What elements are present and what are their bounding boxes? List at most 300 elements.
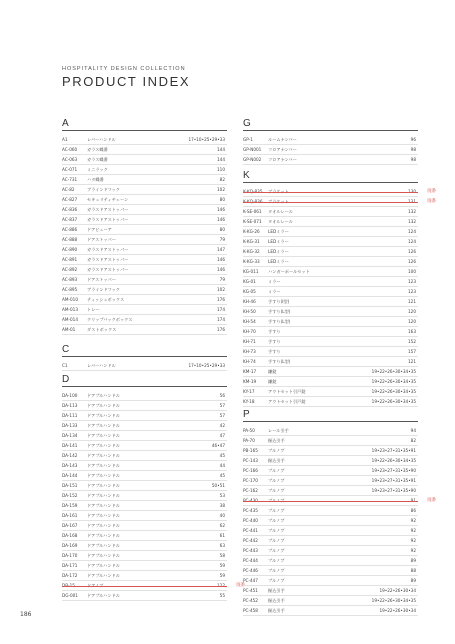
page-reference: 92 xyxy=(410,528,416,533)
product-code: K-KQ-835 xyxy=(243,189,263,194)
product-name: フロアナンバー xyxy=(268,147,297,152)
product-code: DA-169 xyxy=(62,543,78,548)
index-row xyxy=(243,337,418,347)
index-row xyxy=(243,556,418,566)
product-code: AC-836 xyxy=(62,207,78,212)
product-name: プルノブ xyxy=(268,548,285,553)
page-reference: 89 xyxy=(410,578,416,583)
index-row xyxy=(243,155,418,165)
page-reference: 19•22•26•30•34•35 xyxy=(371,379,416,384)
index-row xyxy=(62,531,227,541)
product-code: GP-N001 xyxy=(243,147,262,152)
index-row xyxy=(62,165,227,175)
product-code: K-KG-26 xyxy=(243,229,260,234)
product-name: 掘込引手 xyxy=(268,458,285,463)
product-code: DA-167 xyxy=(62,523,78,528)
product-code: KM-19 xyxy=(243,379,257,384)
page-reference: 123 xyxy=(408,279,416,284)
product-code: KH-46 xyxy=(243,299,256,304)
product-code: K-SE-061 xyxy=(243,209,262,214)
product-code: PC-435 xyxy=(243,508,258,513)
product-code: DA-172 xyxy=(62,573,78,578)
page-reference: 92 xyxy=(410,518,416,523)
index-row xyxy=(243,187,436,197)
product-name: プルノブ xyxy=(268,528,285,533)
page-reference: 146 xyxy=(217,217,225,222)
index-row xyxy=(62,315,227,325)
page-reference: 19•22•26•30•34 xyxy=(379,588,416,593)
index-row xyxy=(62,581,245,591)
product-code: GP-N002 xyxy=(243,157,262,162)
index-row xyxy=(62,325,227,335)
product-code: AC-060 xyxy=(62,147,78,152)
section-divider xyxy=(62,356,227,357)
product-code: PC-162 xyxy=(243,488,258,493)
product-code: AM-014 xyxy=(62,317,78,322)
product-code: KY-17 xyxy=(243,389,255,394)
page-reference: 19•22•26•30•34•35 xyxy=(371,598,416,603)
product-name: ドアプルハンドル xyxy=(87,403,120,408)
page-reference: 17•10•25•29•33 xyxy=(188,363,225,368)
product-name: プルノブ xyxy=(268,558,285,563)
product-name: ドアプルハンドル xyxy=(87,513,120,518)
page-reference: 102 xyxy=(217,187,225,192)
product-name: レール引手 xyxy=(268,428,289,433)
index-row xyxy=(62,215,227,225)
product-name: ドアプルハンドル xyxy=(87,563,120,568)
product-name: ドアノブ xyxy=(87,583,104,588)
product-name: フロアナンバー xyxy=(268,157,297,162)
product-name: 掘込引手 xyxy=(268,608,285,613)
product-name: ドアプルハンドル xyxy=(87,553,120,558)
index-section xyxy=(62,374,245,601)
index-row xyxy=(243,596,418,606)
product-name: 手すり xyxy=(268,349,281,354)
index-row xyxy=(243,367,418,377)
page-reference: 110 xyxy=(217,167,225,172)
page-reference: 62 xyxy=(219,523,225,528)
page-reference: 89 xyxy=(410,558,416,563)
page-reference: 131 xyxy=(408,199,416,204)
product-code: DA-143 xyxy=(62,463,78,468)
index-section xyxy=(62,118,227,335)
product-name: アウトセット引戸錠 xyxy=(268,389,306,394)
index-row xyxy=(243,377,418,387)
index-row xyxy=(243,257,418,267)
page-reference: 123 xyxy=(408,289,416,294)
page-reference: 86 xyxy=(410,508,416,513)
index-row xyxy=(62,245,227,255)
product-code: DA-111 xyxy=(62,413,78,418)
page-reference: 57 xyxy=(219,413,225,418)
product-code: KG-01 xyxy=(243,279,256,284)
product-name: トレー xyxy=(87,307,100,312)
product-name: 手すり(I型) xyxy=(268,299,290,304)
index-section xyxy=(243,409,436,616)
product-name: ミニラック xyxy=(87,167,108,172)
page-reference: 174 xyxy=(217,307,225,312)
index-row xyxy=(62,441,227,451)
product-name: 鎌錠 xyxy=(268,379,277,384)
section-letter: G xyxy=(243,118,251,129)
index-row xyxy=(62,275,227,285)
index-row xyxy=(62,491,227,501)
index-row xyxy=(62,361,227,371)
page-reference: 120 xyxy=(408,309,416,314)
page-reference: 121 xyxy=(408,299,416,304)
product-code: AC-895 xyxy=(62,287,78,292)
index-section xyxy=(243,118,418,165)
product-name: ドアプルハンドル xyxy=(87,413,120,418)
product-code: KH-73 xyxy=(243,349,256,354)
page-reference: 47 xyxy=(219,433,225,438)
product-code: PC-441 xyxy=(243,528,258,533)
product-code: PC-442 xyxy=(243,538,258,543)
product-name: ドアプルハンドル xyxy=(87,433,120,438)
index-row xyxy=(243,267,418,277)
index-row xyxy=(62,591,227,601)
product-name: ガラス蝶番 xyxy=(87,157,108,162)
product-code: K-KQ-836 xyxy=(243,199,263,204)
product-name: ドアプルハンドル xyxy=(87,503,120,508)
product-name: プルノブ xyxy=(268,538,285,543)
index-row xyxy=(243,347,418,357)
product-name: ハタ蝶番 xyxy=(87,177,104,182)
product-name: ドアピューア xyxy=(87,227,112,232)
product-code: AC-837 xyxy=(62,217,78,222)
product-code: DA-142 xyxy=(62,453,78,458)
index-row xyxy=(243,387,418,397)
product-name: プルノブ xyxy=(268,488,285,493)
product-code: DA-134 xyxy=(62,433,78,438)
page-reference: 46•47 xyxy=(211,443,225,448)
product-name: ドアプルハンドル xyxy=(87,453,120,458)
index-row xyxy=(243,247,418,257)
product-code: DA-168 xyxy=(62,533,78,538)
page-reference: 19•23•27•31•35•90 xyxy=(371,468,416,473)
page-reference: 50•51 xyxy=(211,483,225,488)
page-reference: 147 xyxy=(217,247,225,252)
product-code: KG-011 xyxy=(243,269,259,274)
product-name: ドアプルハンドル xyxy=(87,463,120,468)
product-code: PC-444 xyxy=(243,558,258,563)
product-name: ドアストッパー xyxy=(87,237,116,242)
product-name: ガラスドアストッパー xyxy=(87,217,129,222)
page-reference: 80 xyxy=(219,227,225,232)
product-name: ブラインドフック xyxy=(87,187,120,192)
page-reference: 144 xyxy=(217,147,225,152)
product-name: ガラスドアストッパー xyxy=(87,267,129,272)
page-reference: 19•22•26•30•34•35 xyxy=(371,458,416,463)
product-code: DA-144 xyxy=(62,473,78,478)
index-row xyxy=(243,466,418,476)
product-code: KH-71 xyxy=(243,339,256,344)
page-reference: 40 xyxy=(219,513,225,518)
page-reference: 126 xyxy=(408,259,416,264)
product-name: ドアプルハンドル xyxy=(87,443,120,448)
page-reference: 96 xyxy=(410,137,416,142)
page-reference: 57 xyxy=(219,403,225,408)
page-reference: 174 xyxy=(217,317,225,322)
page-reference: 59 xyxy=(219,563,225,568)
product-code: KH-74 xyxy=(243,359,256,364)
index-row xyxy=(62,175,227,185)
page-reference: 55 xyxy=(219,593,225,598)
product-code: AC-827 xyxy=(62,197,78,202)
index-column-left xyxy=(62,118,245,601)
product-name: ドアストッパー xyxy=(87,277,116,282)
index-row xyxy=(62,135,227,145)
index-row xyxy=(62,205,227,215)
index-row xyxy=(62,411,227,421)
index-row xyxy=(243,307,418,317)
section-letter: A xyxy=(62,118,69,129)
product-code: PC-447 xyxy=(243,578,258,583)
product-name: プルノブ xyxy=(268,568,285,573)
page-reference: 121 xyxy=(408,359,416,364)
page-reference: 79 xyxy=(219,277,225,282)
page-reference: 176 xyxy=(217,297,225,302)
index-row xyxy=(62,295,227,305)
index-row xyxy=(243,576,418,586)
product-code: PC-430 xyxy=(243,498,258,503)
index-row xyxy=(62,285,227,295)
index-row xyxy=(243,586,418,596)
page-reference: 146 xyxy=(217,207,225,212)
page-reference: 132 xyxy=(408,219,416,224)
product-code: PC-166 xyxy=(243,468,258,473)
index-row xyxy=(62,541,227,551)
index-row xyxy=(62,521,227,531)
product-name: ドアプルハンドル xyxy=(87,483,120,488)
product-code: AM-01 xyxy=(62,327,76,332)
product-code: PC-458 xyxy=(243,608,258,613)
page-reference: 61 xyxy=(219,533,225,538)
page-reference: 19•22•26•30•34•35 xyxy=(371,389,416,394)
index-row xyxy=(243,536,418,546)
page-reference: 102 xyxy=(217,287,225,292)
index-row xyxy=(62,401,227,411)
product-name: 手すり(L型) xyxy=(268,319,291,324)
product-code: DA-152 xyxy=(62,493,78,498)
product-name: ブラケット xyxy=(268,199,289,204)
product-code: PA-50 xyxy=(243,428,255,433)
index-column-right xyxy=(243,118,436,616)
product-code: PC-440 xyxy=(243,518,258,523)
page-reference: 91 xyxy=(410,498,416,503)
product-name: ハンガーポールセット xyxy=(268,269,310,274)
index-row xyxy=(62,155,227,165)
product-name: ドアプルハンドル xyxy=(87,593,120,598)
index-row xyxy=(243,287,418,297)
index-row xyxy=(62,265,227,275)
product-name: レバーハンドル xyxy=(87,137,116,142)
product-name: ドアプルハンドル xyxy=(87,533,120,538)
product-name: タオルレール xyxy=(268,209,293,214)
index-row xyxy=(243,436,418,446)
section-divider xyxy=(62,386,227,387)
product-code: KH-50 xyxy=(243,309,256,314)
product-name: LEDミラー xyxy=(268,259,289,264)
product-name: レバーハンドル xyxy=(87,363,116,368)
product-name: ルームナンバー xyxy=(268,137,297,142)
page-reference: 132 xyxy=(408,209,416,214)
product-name: 手すり(L型) xyxy=(268,359,291,364)
product-name: 掘込引手 xyxy=(268,438,285,443)
product-code: AC-892 xyxy=(62,267,78,272)
product-code: AC-063 xyxy=(62,157,78,162)
product-code: AC-890 xyxy=(62,247,78,252)
page-reference: 19•23•27•31•35•91 xyxy=(371,478,416,483)
index-row xyxy=(62,461,227,471)
discontinued-note: 廃番 xyxy=(236,583,245,588)
discontinued-note: 廃番 xyxy=(427,189,436,194)
index-row xyxy=(243,217,418,227)
product-name: 掘込引手 xyxy=(268,588,285,593)
index-row xyxy=(62,421,227,431)
index-row xyxy=(243,327,418,337)
index-row xyxy=(243,476,418,486)
index-row xyxy=(243,496,436,506)
page-reference: 19•23•27•31•35•91 xyxy=(371,448,416,453)
index-row xyxy=(243,486,418,496)
page-reference: 79 xyxy=(219,237,225,242)
page-reference: 19•22•26•30•34 xyxy=(379,608,416,613)
product-name: LEDミラー xyxy=(268,229,289,234)
section-letter: C xyxy=(62,344,70,355)
product-code: K-KG-32 xyxy=(243,249,260,254)
product-code: PC-170 xyxy=(243,478,258,483)
page-reference: 124 xyxy=(408,229,416,234)
index-row xyxy=(62,561,227,571)
index-row xyxy=(243,237,418,247)
index-section xyxy=(243,170,436,407)
product-name: プルノブ xyxy=(268,518,285,523)
page-reference: 157 xyxy=(408,349,416,354)
product-name: 手すり(L型) xyxy=(268,309,291,314)
product-code: PC-143 xyxy=(243,458,258,463)
section-letter: K xyxy=(243,170,250,181)
page-reference: 17•10•25•29•33 xyxy=(188,137,225,142)
page-reference: 122 xyxy=(217,583,225,588)
product-code: DG-001 xyxy=(62,593,78,598)
index-row xyxy=(62,195,227,205)
product-code: DA-159 xyxy=(62,503,78,508)
product-name: ドアプルハンドル xyxy=(87,493,120,498)
page-reference: 126 xyxy=(408,249,416,254)
page-reference: 38 xyxy=(219,503,225,508)
page-reference: 88 xyxy=(410,568,416,573)
product-name: プルノブ xyxy=(268,468,285,473)
product-name: プルノブ xyxy=(268,478,285,483)
section-letter: D xyxy=(62,374,70,385)
index-row xyxy=(62,571,227,581)
page-reference: 58 xyxy=(219,553,225,558)
discontinued-note: 廃番 xyxy=(427,498,436,503)
page-reference: 44 xyxy=(219,463,225,468)
page-reference: 82 xyxy=(410,438,416,443)
page-reference: 100 xyxy=(408,269,416,274)
product-name: 掘込引手 xyxy=(268,598,285,603)
product-name: ガラス蝶番 xyxy=(87,147,108,152)
product-name: 手すり xyxy=(268,329,281,334)
index-row xyxy=(62,431,227,441)
product-code: AM-013 xyxy=(62,307,78,312)
product-code: KH-54 xyxy=(243,319,256,324)
page-reference: 19•22•26•30•34•35 xyxy=(371,369,416,374)
product-name: アウトセット引戸錠 xyxy=(268,399,306,404)
index-row xyxy=(62,145,227,155)
index-row xyxy=(243,446,418,456)
page-reference: 176 xyxy=(217,327,225,332)
section-divider xyxy=(243,130,418,131)
product-code: K-KG-33 xyxy=(243,259,260,264)
section-divider xyxy=(243,182,418,183)
product-code: AC-82 xyxy=(62,187,75,192)
discontinued-note: 廃番 xyxy=(427,199,436,204)
product-name: ドアプルハンドル xyxy=(87,523,120,528)
product-code: PA-70 xyxy=(243,438,255,443)
page-reference: 56 xyxy=(219,393,225,398)
product-code: DA-151 xyxy=(62,483,78,488)
page-reference: 144 xyxy=(217,157,225,162)
header-subtitle: HOSPITALITY DESIGN COLLECTION xyxy=(62,66,186,72)
product-code: KG-05 xyxy=(243,289,256,294)
index-row xyxy=(62,501,227,511)
product-code: AC-891 xyxy=(62,257,78,262)
product-name: ガラスドアストッパー xyxy=(87,247,129,252)
product-name: ドアプルハンドル xyxy=(87,423,120,428)
product-code: AC-888 xyxy=(62,237,78,242)
index-row xyxy=(243,197,436,207)
page-reference: 163 xyxy=(408,329,416,334)
product-code: K-KG-31 xyxy=(243,239,260,244)
index-section xyxy=(62,344,227,371)
product-name: ミラー xyxy=(268,279,281,284)
product-name: ミラー xyxy=(268,289,281,294)
product-name: 手すり xyxy=(268,339,281,344)
page-number: 186 xyxy=(20,611,32,618)
product-name: ドアプルハンドル xyxy=(87,543,120,548)
product-name: クリップバックボックス xyxy=(87,317,133,322)
page-reference: 146 xyxy=(217,267,225,272)
index-row xyxy=(243,227,418,237)
product-name: ガラスドアストッパー xyxy=(87,207,129,212)
product-code: PC-451 xyxy=(243,588,258,593)
index-row xyxy=(62,551,227,561)
index-row xyxy=(62,511,227,521)
index-row xyxy=(243,526,418,536)
section-divider xyxy=(243,421,418,422)
section-letter: P xyxy=(243,409,250,420)
page-reference: 19•23•27•31•35•90 xyxy=(371,488,416,493)
index-row xyxy=(243,145,418,155)
product-name: タオルレール xyxy=(268,219,293,224)
product-code: AC-731 xyxy=(62,177,78,182)
page-reference: 98 xyxy=(410,147,416,152)
product-name: ブラインドフック xyxy=(87,287,120,292)
page-reference: 92 xyxy=(410,538,416,543)
index-row xyxy=(62,235,227,245)
index-row xyxy=(62,225,227,235)
index-row xyxy=(243,516,418,526)
product-code: A1 xyxy=(62,137,68,142)
product-code: DA-100 xyxy=(62,393,78,398)
product-code: DA-171 xyxy=(62,563,78,568)
index-row xyxy=(243,546,418,556)
page-reference: 152 xyxy=(408,339,416,344)
product-code: DA-161 xyxy=(62,513,78,518)
